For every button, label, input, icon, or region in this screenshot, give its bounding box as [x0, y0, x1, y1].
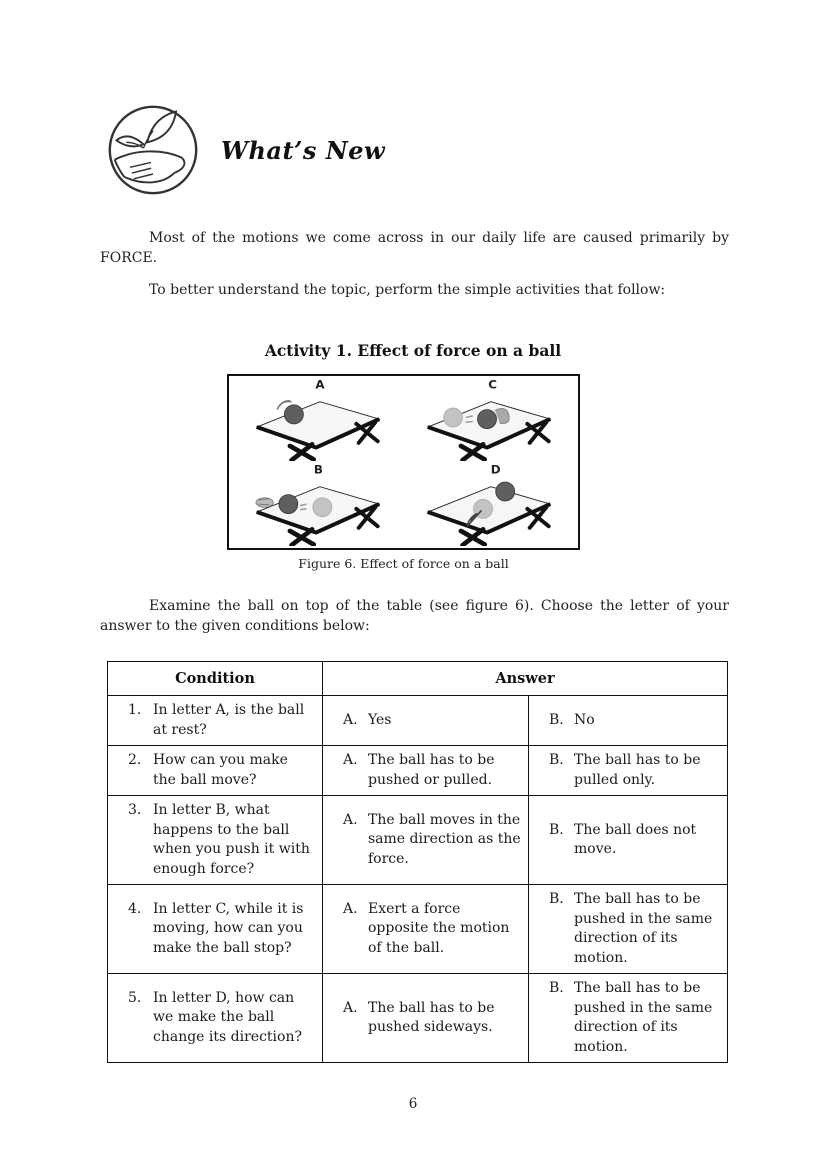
condition-text: In letter A, is the ball at rest?	[153, 702, 305, 738]
condition-cell	[108, 746, 323, 796]
figure-caption: Figure 6. Effect of force on a ball	[298, 556, 509, 571]
answer-letter: A.	[343, 752, 358, 768]
answer-b-cell	[529, 796, 728, 885]
answer-letter: A.	[343, 811, 358, 828]
answer-letter: A.	[343, 711, 358, 728]
figure-panel-d	[404, 463, 574, 547]
answer-b-cell	[529, 746, 728, 796]
table-row	[108, 746, 728, 796]
table-row	[108, 696, 728, 746]
answer-a-cell	[323, 885, 529, 974]
table-header-condition: Condition	[108, 662, 323, 696]
answer-b-cell	[529, 885, 728, 974]
instruction-paragraph: To better understand the topic, perform the simple activities that follow:	[149, 282, 666, 298]
answer-letter: B.	[549, 821, 564, 838]
condition-number: 2.	[128, 752, 142, 768]
condition-number: 3.	[128, 802, 142, 818]
condition-text: In letter C, while it is moving, how can you make the ball stop?	[153, 900, 304, 956]
answer-letter: B.	[549, 980, 564, 996]
table-ball-illustration-c	[405, 378, 573, 461]
answer-text: The ball has to be pushed or pulled.	[368, 752, 495, 788]
light-ball	[444, 408, 463, 427]
answer-letter: B.	[549, 891, 564, 907]
condition-number: 4.	[128, 900, 142, 917]
condition-cell	[108, 696, 323, 746]
panel-label: D	[491, 463, 501, 477]
condition-cell	[108, 974, 323, 1063]
answer-text: The ball has to be pulled only.	[574, 752, 701, 788]
table-row	[108, 885, 728, 974]
page-number: 6	[408, 1096, 418, 1112]
answer-b-cell	[529, 974, 728, 1063]
answer-text: The ball has to be pushed in the same direction of its motion.	[574, 980, 713, 1055]
answer-a-cell	[323, 796, 529, 885]
answer-letter: B.	[549, 711, 564, 728]
figure-panel-b	[233, 463, 403, 547]
condition-number: 1.	[128, 702, 142, 718]
figure-panel-a	[233, 378, 403, 462]
whats-new-header	[105, 102, 385, 198]
table-header-row	[108, 662, 728, 696]
light-ball	[313, 498, 332, 517]
intro-paragraph: Most of the motions we come across in our daily life are caused primarily by FORCE.	[100, 230, 729, 266]
page-title: What’s New	[221, 135, 386, 165]
table-ball-illustration-b	[234, 463, 402, 546]
panel-label: A	[315, 378, 325, 392]
answer-letter: B.	[549, 752, 564, 768]
table-header-answer: Answer	[323, 662, 728, 696]
answer-text: Exert a force opposite the motion of the ball.	[368, 900, 510, 956]
panel-label: B	[313, 463, 323, 477]
answer-b-cell	[529, 696, 728, 746]
table-row	[108, 796, 728, 885]
answer-a-cell	[323, 746, 529, 796]
condition-cell	[108, 885, 323, 974]
answer-text: No	[574, 711, 595, 728]
condition-cell	[108, 796, 323, 885]
dark-ball	[478, 410, 497, 429]
dark-ball	[279, 495, 298, 514]
condition-number: 5.	[128, 989, 142, 1006]
conditions-table	[107, 661, 728, 1063]
answer-text: The ball has to be pushed sideways.	[368, 999, 495, 1035]
answer-text: The ball does not move.	[574, 821, 697, 857]
dark-ball	[496, 482, 515, 501]
examine-paragraph: Examine the ball on top of the table (see figure 6). Choose the letter of your answer to the given conditions below:	[100, 598, 729, 634]
table-ball-illustration-d	[405, 463, 573, 546]
answer-text: Yes	[368, 711, 392, 728]
answer-a-cell	[323, 974, 529, 1063]
activity-title: Activity 1. Effect of force on a ball	[264, 341, 562, 360]
answer-text: The ball has to be pushed in the same direction of its motion.	[574, 891, 713, 966]
hand-plant-icon	[105, 102, 201, 198]
answer-a-cell	[323, 696, 529, 746]
condition-text: In letter B, what happens to the ball when you push it with enough force?	[153, 802, 310, 877]
answer-letter: A.	[343, 900, 358, 917]
figure-box	[227, 374, 580, 550]
table-ball-illustration-a	[234, 378, 402, 461]
figure-panel-c	[404, 378, 574, 462]
condition-text: In letter D, how can we make the ball change its direction?	[153, 989, 302, 1045]
dark-ball	[284, 405, 303, 424]
table-row	[108, 974, 728, 1063]
answer-letter: A.	[343, 999, 358, 1016]
condition-text: How can you make the ball move?	[153, 752, 288, 788]
answer-text: The ball moves in the same direction as the force.	[368, 811, 521, 867]
panel-label: C	[488, 378, 498, 392]
